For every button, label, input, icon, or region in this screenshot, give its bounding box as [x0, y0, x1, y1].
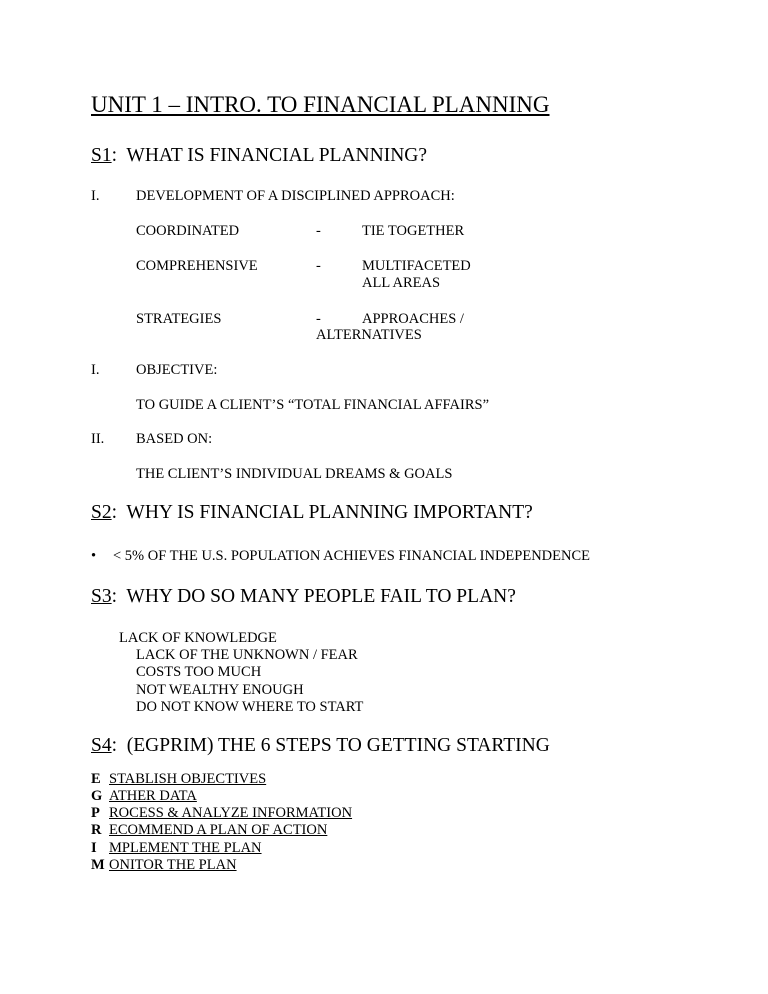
item-2-detail: TO GUIDE A CLIENT’S “TOTAL FINANCIAL AFFAIRS”	[136, 397, 490, 413]
section-4-title: : (EGPRIM) THE 6 STEPS TO GETTING STARTING	[111, 735, 550, 756]
term-definition: APPROACHES /	[362, 311, 464, 327]
term-coordinated: COORDINATED	[136, 223, 240, 239]
section-3-title: : WHY DO SO MANY PEOPLE FAIL TO PLAN?	[111, 586, 516, 607]
step-text: ROCESS & ANALYZE INFORMATION	[109, 805, 353, 821]
step-letter: P	[91, 805, 100, 821]
step-item	[91, 788, 197, 805]
section-2-heading	[91, 502, 533, 524]
step-item	[91, 857, 237, 874]
step-letter: R	[91, 822, 102, 838]
bullet-icon: •	[91, 548, 97, 564]
item-2-label: OBJECTIVE:	[136, 362, 218, 378]
step-item	[91, 805, 352, 822]
term-definition-line-2: ALTERNATIVES	[316, 327, 422, 343]
section-2-tag: S2	[91, 502, 112, 523]
section-1-tag: S1	[91, 145, 112, 166]
section-2-title: : WHY IS FINANCIAL PLANNING IMPORTANT?	[111, 502, 533, 523]
section-4-tag: S4	[91, 735, 112, 756]
item-1-label: DEVELOPMENT OF A DISCIPLINED APPROACH:	[136, 188, 455, 204]
step-text: MPLEMENT THE PLAN	[109, 840, 262, 856]
reason-item: LACK OF KNOWLEDGE	[119, 630, 277, 646]
term-definition: TIE TOGETHER	[362, 223, 465, 239]
reason-item: LACK OF THE UNKNOWN / FEAR	[136, 647, 358, 663]
term-dash: -	[316, 311, 321, 327]
step-text: ATHER DATA	[109, 788, 197, 804]
section-1-title: : WHAT IS FINANCIAL PLANNING?	[111, 145, 428, 166]
step-item	[91, 771, 266, 788]
term-dash: -	[316, 258, 321, 274]
term-comprehensive: COMPREHENSIVE	[136, 258, 258, 274]
step-letter: M	[91, 857, 105, 873]
item-3-numeral: II.	[91, 431, 105, 447]
reason-item: COSTS TOO MUCH	[136, 664, 262, 680]
item-3-label: BASED ON:	[136, 431, 213, 447]
term-definition: MULTIFACETED	[362, 258, 471, 274]
step-item	[91, 840, 262, 857]
item-1-numeral: I.	[91, 188, 100, 204]
step-text: STABLISH OBJECTIVES	[109, 771, 267, 787]
step-letter: I	[91, 840, 97, 856]
page-title: UNIT 1 – INTRO. TO FINANCIAL PLANNING	[91, 92, 550, 117]
item-2-numeral: I.	[91, 362, 100, 378]
term-strategies: STRATEGIES	[136, 311, 222, 327]
step-item	[91, 822, 327, 839]
reason-item: NOT WEALTHY ENOUGH	[136, 682, 304, 698]
section-3-heading	[91, 586, 516, 608]
step-text: ECOMMEND A PLAN OF ACTION	[109, 822, 328, 838]
section-3-tag: S3	[91, 586, 112, 607]
section-4-heading	[91, 735, 550, 757]
section-2-point: < 5% OF THE U.S. POPULATION ACHIEVES FINANCIAL INDEPENDENCE	[113, 548, 591, 564]
step-text: ONITOR THE PLAN	[109, 857, 237, 873]
step-letter: G	[91, 788, 103, 804]
term-definition-line-2: ALL AREAS	[362, 275, 441, 291]
term-dash: -	[316, 223, 321, 239]
section-1-heading	[91, 145, 427, 167]
step-letter: E	[91, 771, 101, 787]
item-3-detail: THE CLIENT’S INDIVIDUAL DREAMS & GOALS	[136, 466, 453, 482]
reason-item: DO NOT KNOW WHERE TO START	[136, 699, 364, 715]
